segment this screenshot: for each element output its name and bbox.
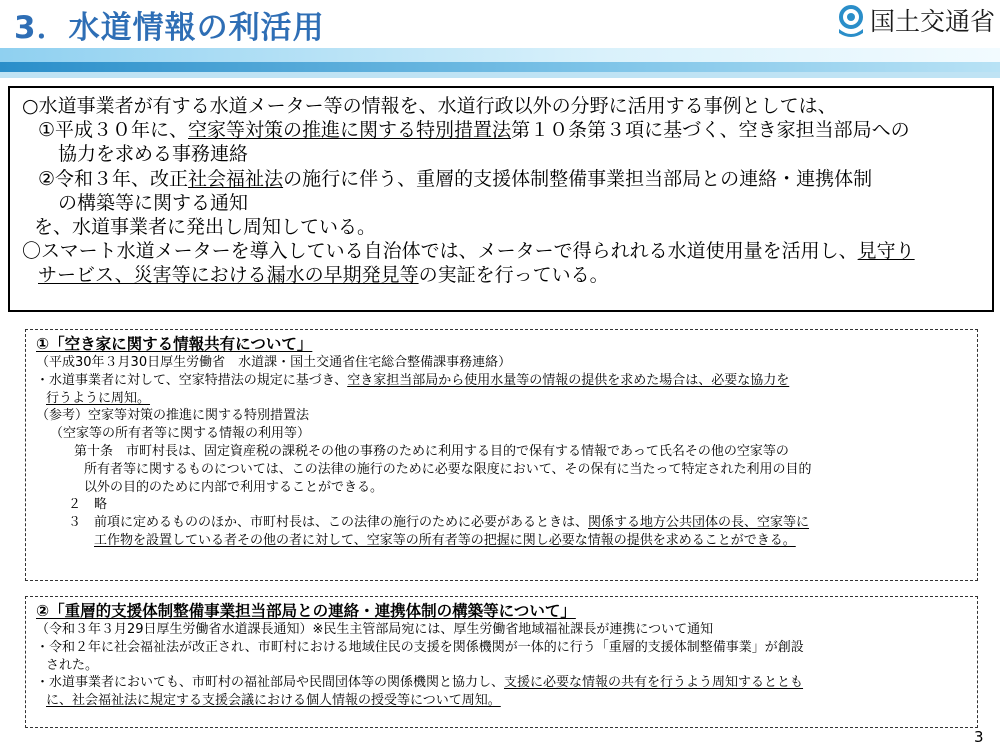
highlight-underlined: 見守り: [857, 240, 915, 263]
summary-line: ○水道事業者が有する水道メーター等の情報を、水道行政以外の分野に活用する事例としては、: [22, 95, 837, 117]
page-number: 3: [974, 728, 984, 746]
box-line: ３ 前項に定めるもののほか、市町村長は、この法律の施行のために必要があるときは、関係する地方公共団体の長、空家等に: [68, 515, 810, 531]
box-line: （令和３年３月29日厚生労働省水道課長通知）※民生主管部局宛には、厚生労働省地域福祉課長が連携について通知: [36, 622, 714, 637]
box-line: （空家等の所有者等に関する情報の利用等）: [50, 426, 311, 442]
box-line: に、社会福祉法に規定する支援会議における個人情報の授受等について周知。: [46, 693, 501, 709]
box-title: ①「空き家に関する情報共有について」: [36, 335, 313, 353]
box-line: ・令和２年に社会福祉法が改正され、市町村における地域住民の支援を関係機関が一体的に行う「重層的支援体制整備事業」が創設: [36, 639, 804, 655]
vacant-house-info-box: [25, 329, 978, 581]
summary-line: ②令和３年、改正社会福祉法の施行に伴う、重層的支援体制整備事業担当部局との連絡・連携体制: [38, 167, 873, 190]
box-line: 行うように周知。: [46, 390, 151, 406]
box-line: 工作物を設置している者その他の者に対して、空家等の所有者等の把握に関し必要な情報の提供を求めることができる。: [94, 532, 796, 548]
summary-line: を、水道事業者に発出し周知している。: [34, 216, 377, 239]
box-line: ２ 略: [68, 497, 108, 513]
page-title: 3．水道情報の利活用: [14, 10, 325, 46]
box-line: ・水道事業者に対して、空家特措法の規定に基づき、空き家担当部局から使用水量等の情報の提供を求めた場合は、必要な協力を: [36, 372, 790, 388]
ministry-logo: [836, 5, 996, 39]
box-title: ②「重層的支援体制整備事業担当部局との連絡・連携体制の構築等について」: [36, 602, 576, 620]
header-band-bottom: [0, 72, 1000, 78]
box-line: ・水道事業者においても、市町村の福祉部局や民間団体等の関係機関と協力し、支援に必要な情報の共有を行うよう周知するととも: [36, 675, 804, 691]
logo-text: 国土交通省: [870, 7, 996, 36]
header-band-light: [0, 48, 1000, 62]
box-line: された。: [46, 657, 99, 673]
summary-line: 協力を求める事務連絡: [58, 143, 249, 166]
box-line: 所有者等に関するものについては、この法律の施行のために必要な限度において、その保有に当たって特定された利用の目的: [84, 461, 812, 477]
header-band-dark: [0, 62, 1000, 72]
box-line: 以外の目的のために内部で利用することができる。: [84, 479, 384, 495]
summary-line: サービス、災害等における漏水の早期発見等の実証を行っている。: [38, 264, 609, 287]
summary-box: [8, 86, 994, 312]
support-system-box: [25, 596, 978, 728]
summary-line: の構築等に関する通知: [58, 191, 249, 214]
box-line: 第十条 市町村長は、固定資産税の課税その他の事務のために利用する目的で保有する情報であって氏名その他の空家等の: [74, 443, 789, 459]
summary-line: ①平成３０年に、空家等対策の推進に関する特別措置法第１０条第３項に基づく、空き家担当部局への: [38, 119, 910, 142]
summary-line: 〇スマート水道メーターを導入している自治体では、メーターで得られれる水道使用量を活用し、見守り: [22, 240, 915, 263]
law-name-underlined: 空家等対策の推進に関する特別措置法: [188, 119, 512, 142]
highlight-underlined: サービス、災害等における漏水の早期発見等: [38, 264, 419, 287]
box-line: （平成30年３月30日厚生労働省 水道課・国土交通省住宅総合整備課事務連絡）: [36, 355, 512, 370]
mlit-logo-icon: [836, 5, 866, 39]
box-line: （参考）空家等対策の推進に関する特別措置法: [36, 408, 310, 424]
law-name-underlined: 社会福祉法: [188, 167, 284, 190]
